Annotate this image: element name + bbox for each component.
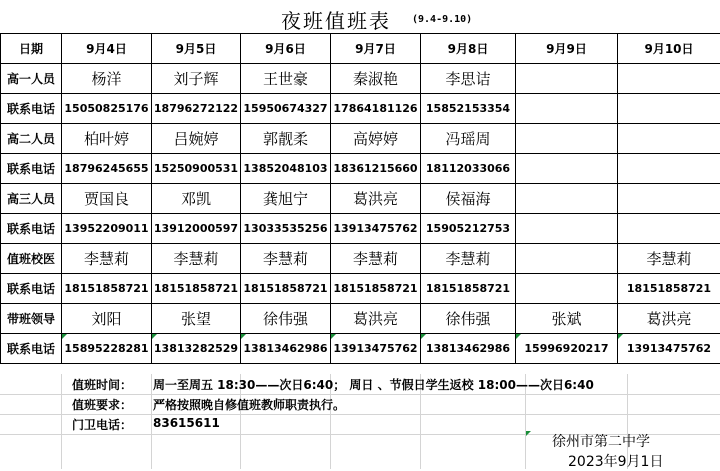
row-label[interactable]: 联系电话 (1, 274, 62, 304)
staff-cell[interactable]: 李思诘 (421, 64, 516, 94)
duty-req-row (0, 394, 720, 415)
page-title: 夜班值班表 (281, 5, 391, 34)
staff-cell[interactable]: 刘阳 (62, 304, 152, 334)
staff-row (1, 184, 720, 214)
phone-cell[interactable]: 18151858721 (331, 274, 421, 304)
phone-cell[interactable]: 13913475762 (618, 334, 720, 364)
sign-date[interactable]: 2023年9月1日 (568, 451, 663, 471)
phone-cell[interactable]: 18796245655 (62, 154, 152, 184)
school-name[interactable]: 徐州市第二中学 (552, 431, 650, 451)
staff-cell[interactable]: 李慧莉 (152, 244, 241, 274)
schedule-table (0, 33, 720, 364)
row-label[interactable]: 值班校医 (1, 244, 62, 274)
row-label[interactable]: 带班领导 (1, 304, 62, 334)
phone-cell[interactable] (618, 94, 720, 124)
phone-cell[interactable]: 18151858721 (241, 274, 331, 304)
staff-cell[interactable]: 杨洋 (62, 64, 152, 94)
date-header[interactable]: 9月9日 (516, 34, 618, 64)
staff-cell[interactable]: 李慧莉 (241, 244, 331, 274)
phone-cell[interactable]: 13813282529 (152, 334, 241, 364)
phone-cell[interactable]: 13952209011 (62, 214, 152, 244)
phone-cell[interactable]: 13912000597 (152, 214, 241, 244)
phone-cell[interactable]: 13033535256 (241, 214, 331, 244)
staff-cell[interactable]: 葛洪亮 (618, 304, 720, 334)
staff-row (1, 124, 720, 154)
staff-cell[interactable]: 张望 (152, 304, 241, 334)
staff-cell[interactable]: 柏叶婷 (62, 124, 152, 154)
phone-cell[interactable]: 15852153354 (421, 94, 516, 124)
phone-cell[interactable]: 18796272122 (152, 94, 241, 124)
duty-req-value[interactable]: 严格按照晚自修值班教师职责执行。 (153, 396, 345, 413)
row-label[interactable]: 联系电话 (1, 154, 62, 184)
staff-cell[interactable]: 吕婉婷 (152, 124, 241, 154)
staff-cell[interactable]: 徐伟强 (421, 304, 516, 334)
duty-time-value[interactable]: 周一至周五 18:30——次日6:40； 周日 、节假日学生返校 18:00——次日6:40 (153, 376, 594, 393)
date-header[interactable]: 9月5日 (152, 34, 241, 64)
footer (0, 374, 720, 469)
guard-phone-value[interactable]: 83615611 (153, 416, 220, 430)
row-label[interactable]: 联系电话 (1, 94, 62, 124)
header-label[interactable]: 日期 (1, 34, 62, 64)
staff-row (1, 244, 720, 274)
phone-cell[interactable]: 13913475762 (331, 334, 421, 364)
staff-cell[interactable]: 李慧莉 (421, 244, 516, 274)
staff-cell[interactable] (516, 184, 618, 214)
row-label[interactable]: 联系电话 (1, 214, 62, 244)
guard-phone-label: 门卫电话： (72, 416, 132, 433)
staff-cell[interactable]: 刘子辉 (152, 64, 241, 94)
phone-cell[interactable]: 18151858721 (62, 274, 152, 304)
phone-cell[interactable]: 15250900531 (152, 154, 241, 184)
phone-cell[interactable]: 18361215660 (331, 154, 421, 184)
phone-cell[interactable]: 15050825176 (62, 94, 152, 124)
phone-cell[interactable]: 18151858721 (618, 274, 720, 304)
staff-cell[interactable] (618, 124, 720, 154)
phone-cell[interactable]: 17864181126 (331, 94, 421, 124)
staff-cell[interactable] (618, 184, 720, 214)
phone-cell[interactable]: 15905212753 (421, 214, 516, 244)
duty-time-row (0, 374, 720, 395)
staff-cell[interactable]: 李慧莉 (331, 244, 421, 274)
phone-row (1, 214, 720, 244)
staff-cell[interactable]: 贾国良 (62, 184, 152, 214)
date-range: (9.4-9.10) (412, 14, 472, 25)
phone-row (1, 334, 720, 364)
staff-cell[interactable]: 冯瑶周 (421, 124, 516, 154)
phone-cell[interactable]: 18151858721 (421, 274, 516, 304)
phone-cell[interactable] (516, 214, 618, 244)
staff-cell[interactable]: 徐伟强 (241, 304, 331, 334)
staff-cell[interactable] (516, 244, 618, 274)
phone-cell[interactable]: 15950674327 (241, 94, 331, 124)
phone-cell[interactable]: 13813462986 (241, 334, 331, 364)
staff-cell[interactable]: 秦淑艳 (331, 64, 421, 94)
phone-row (1, 154, 720, 184)
phone-cell[interactable]: 15895228281 (62, 334, 152, 364)
staff-cell[interactable]: 郭靓柔 (241, 124, 331, 154)
duty-time-label: 值班时间： (72, 376, 132, 393)
phone-row (1, 274, 720, 304)
staff-cell[interactable]: 王世豪 (241, 64, 331, 94)
row-label[interactable]: 高一人员 (1, 64, 62, 94)
phone-cell[interactable]: 13813462986 (421, 334, 516, 364)
date-header[interactable]: 9月7日 (331, 34, 421, 64)
title-row (0, 0, 720, 33)
staff-cell[interactable] (516, 124, 618, 154)
phone-cell[interactable]: 18112033066 (421, 154, 516, 184)
staff-cell[interactable]: 高婷婷 (331, 124, 421, 154)
staff-cell[interactable]: 葛洪亮 (331, 184, 421, 214)
staff-cell[interactable]: 张斌 (516, 304, 618, 334)
phone-cell[interactable]: 18151858721 (152, 274, 241, 304)
header-row (1, 34, 720, 64)
staff-cell[interactable] (516, 64, 618, 94)
staff-cell[interactable] (618, 64, 720, 94)
staff-row (1, 304, 720, 334)
row-label[interactable]: 联系电话 (1, 334, 62, 364)
phone-cell[interactable]: 13852048103 (241, 154, 331, 184)
date-header[interactable]: 9月8日 (421, 34, 516, 64)
row-label[interactable]: 高三人员 (1, 184, 62, 214)
staff-cell[interactable]: 李慧莉 (62, 244, 152, 274)
row-label[interactable]: 高二人员 (1, 124, 62, 154)
phone-cell[interactable] (618, 154, 720, 184)
phone-cell[interactable]: 15996920217 (516, 334, 618, 364)
staff-cell[interactable]: 李慧莉 (618, 244, 720, 274)
staff-cell[interactable]: 邓凯 (152, 184, 241, 214)
staff-row (1, 64, 720, 94)
date-header[interactable]: 9月4日 (62, 34, 152, 64)
phone-cell[interactable] (516, 274, 618, 304)
staff-cell[interactable]: 侯福海 (421, 184, 516, 214)
phone-cell[interactable] (618, 214, 720, 244)
phone-cell[interactable] (516, 154, 618, 184)
duty-req-label: 值班要求： (72, 396, 132, 413)
staff-cell[interactable]: 葛洪亮 (331, 304, 421, 334)
phone-row (1, 94, 720, 124)
phone-cell[interactable] (516, 94, 618, 124)
staff-cell[interactable]: 龚旭宁 (241, 184, 331, 214)
cell-marker-icon (526, 431, 531, 436)
phone-cell[interactable]: 13913475762 (331, 214, 421, 244)
date-header[interactable]: 9月6日 (241, 34, 331, 64)
date-header[interactable]: 9月10日 (618, 34, 720, 64)
